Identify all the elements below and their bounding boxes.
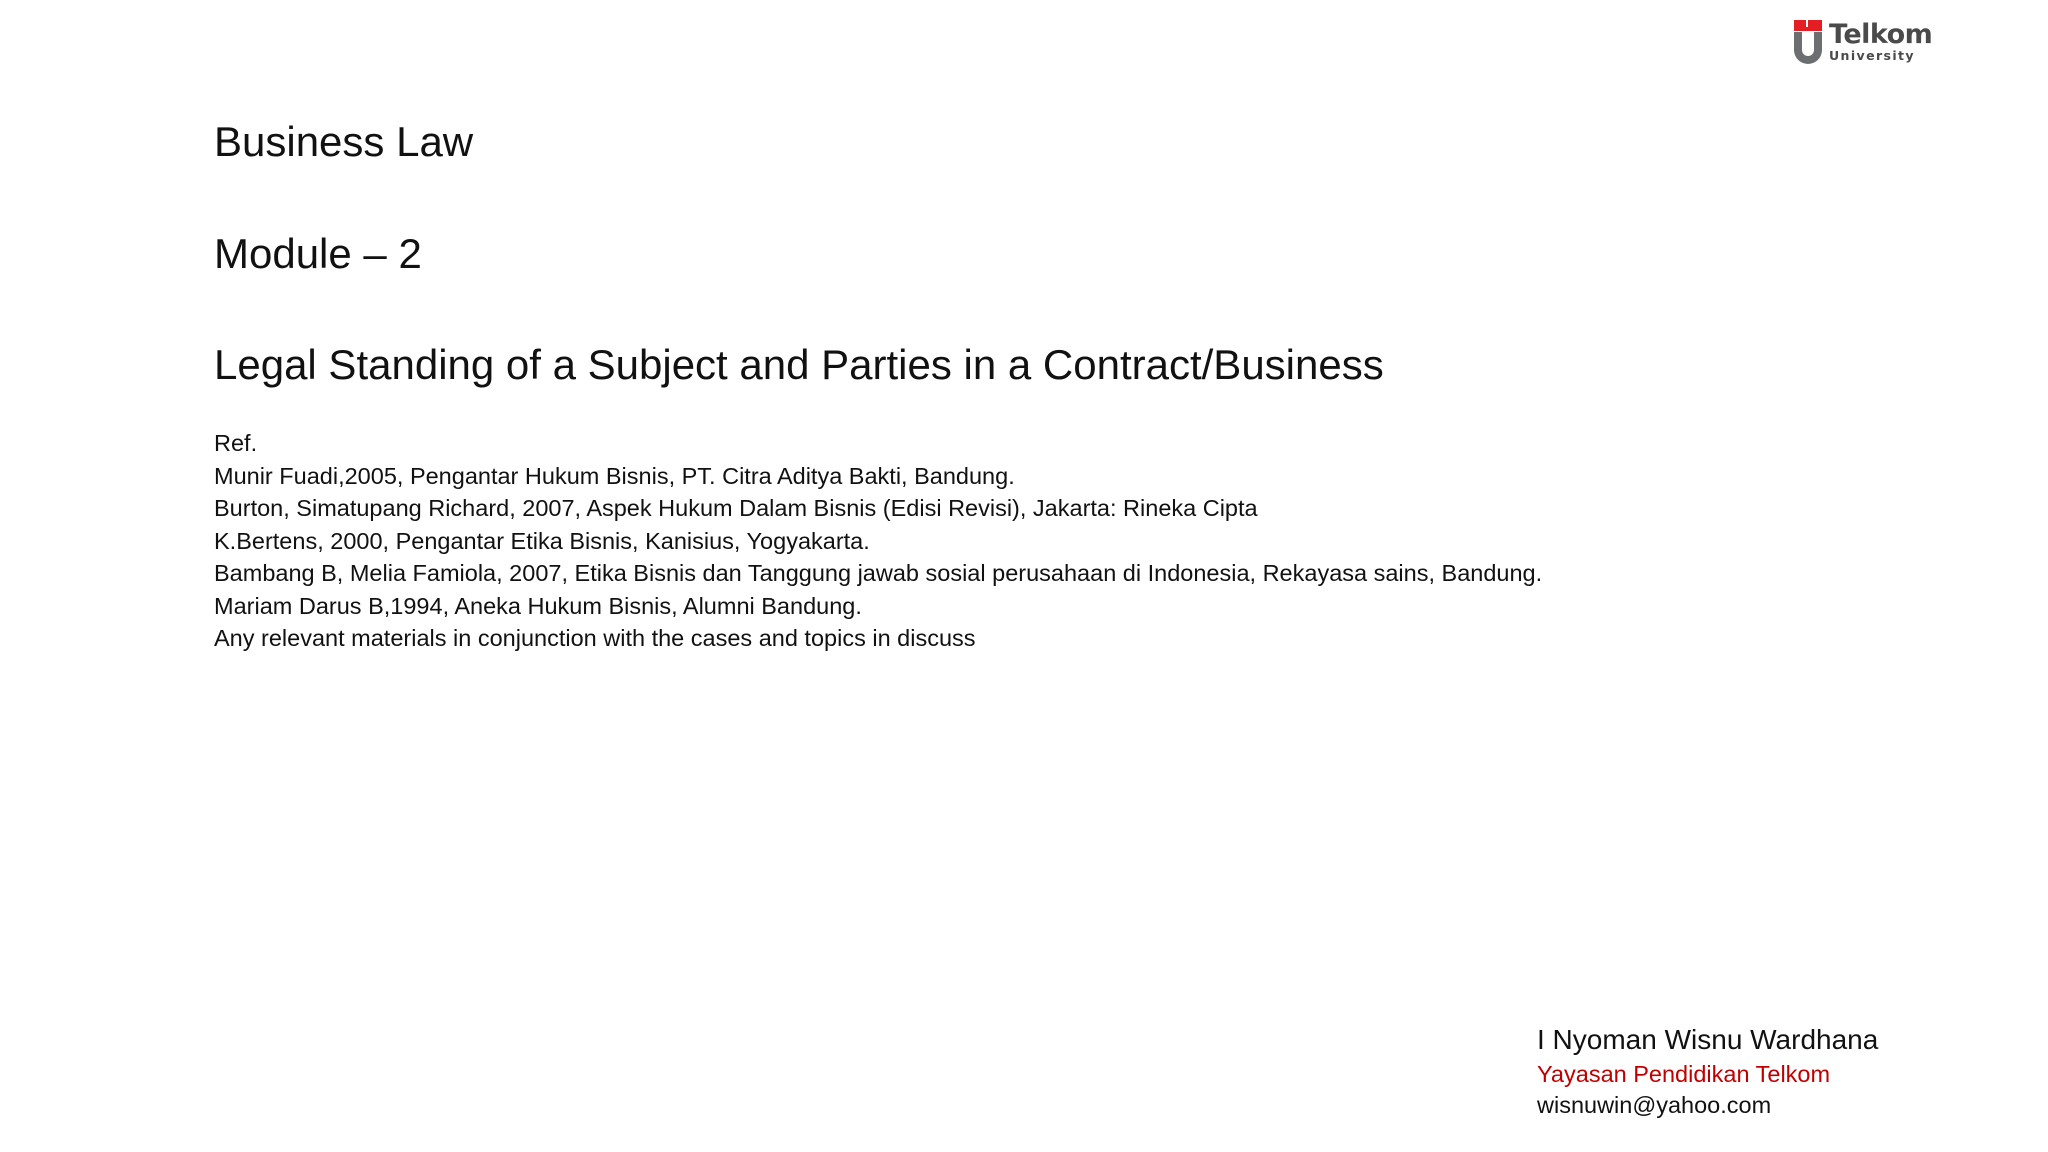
references-label: Ref. (214, 430, 258, 456)
author-name: I Nyoman Wisnu Wardhana (1537, 1024, 1879, 1055)
reference-item: Any relevant materials in conjunction with the cases and topics in discuss (214, 625, 976, 651)
reference-item: Munir Fuadi,2005, Pengantar Hukum Bisnis, PT. Citra Aditya Bakti, Bandung. (214, 462, 1015, 489)
reference-item: Mariam Darus B,1994, Aneka Hukum Bisnis, Alumni Bandung. (214, 592, 862, 619)
topic-title: Legal Standing of a Subject and Parties in a Contract/Business (214, 341, 1384, 388)
course-title: Business Law (214, 118, 474, 165)
telkom-university-logo (1793, 19, 1933, 65)
logo-name: Telkom (1829, 19, 1933, 51)
module-title: Module – 2 (214, 230, 422, 277)
reference-item: Bambang B, Melia Famiola, 2007, Etika Bisnis dan Tanggung jawab sosial perusahaan di Indonesia, Rekayasa sains, Bandung. (214, 560, 1543, 586)
telkom-logo-icon (1793, 20, 1823, 64)
reference-item: Burton, Simatupang Richard, 2007, Aspek Hukum Dalam Bisnis (Edisi Revisi), Jakarta: Rineka Cipta (214, 495, 1258, 521)
author-email: wisnuwin@yahoo.com (1537, 1092, 1772, 1118)
reference-list (214, 427, 1542, 655)
author-block (1537, 1022, 1878, 1121)
logo-subtitle: University (1829, 48, 1915, 64)
reference-item: K.Bertens, 2000, Pengantar Etika Bisnis, Kanisius, Yogyakarta. (214, 527, 870, 554)
author-organization: Yayasan Pendidikan Telkom (1537, 1061, 1831, 1087)
